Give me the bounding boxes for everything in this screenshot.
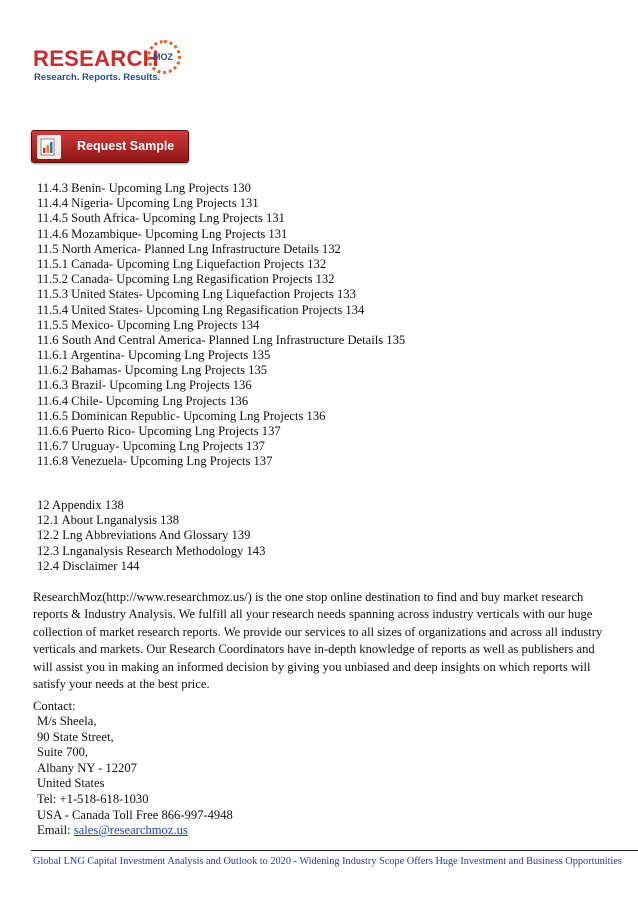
toc-item: 11.4.4 Nigeria- Upcoming Lng Projects 131 <box>37 196 259 211</box>
toc-item: 11.6.5 Dominican Republic- Upcoming Lng Projects 136 <box>37 408 326 423</box>
toc-item: 11.6 South And Central America- Planned Lng Infrastructure Details 135 <box>37 332 406 347</box>
footer-divider <box>31 850 638 851</box>
toc-item: 11.4.6 Mozambique- Upcoming Lng Projects 131 <box>37 226 288 241</box>
email-label: Email: <box>37 823 74 838</box>
logo-tagline: Research. Reports. Results. <box>34 72 161 83</box>
toc-item: 11.6.1 Argentina- Upcoming Lng Projects 135 <box>37 348 271 363</box>
toc-item: 11.4.5 South Africa- Upcoming Lng Projects 131 <box>37 211 285 226</box>
contact-line: Albany NY - 12207 <box>37 760 137 775</box>
contact-line: Suite 700, <box>37 745 89 760</box>
toc-list-section-11 <box>37 181 405 470</box>
toc-item: 11.5.3 United States- Upcoming Lng Liquefaction Projects 133 <box>37 287 356 302</box>
contact-block <box>33 698 233 839</box>
contact-line: USA - Canada Toll Free 866-997-4948 <box>37 807 233 822</box>
contact-line: 90 State Street, <box>37 729 114 744</box>
toc-item: 11.6.3 Brazil- Upcoming Lng Projects 136 <box>37 378 252 393</box>
toc-item: 12.2 Lng Abbreviations And Glossary 139 <box>37 528 251 543</box>
researchmoz-logo <box>33 38 203 88</box>
toc-item: 11.6.6 Puerto Rico- Upcoming Lng Projects 137 <box>37 424 281 438</box>
contact-line: Tel: +1-518-618-1030 <box>37 791 149 806</box>
toc-item: 11.5.1 Canada- Upcoming Lng Liquefaction Projects 132 <box>37 256 327 271</box>
document-chart-icon <box>37 135 61 159</box>
toc-item: 11.6.8 Venezuela- Upcoming Lng Projects 137 <box>37 454 273 469</box>
toc-item: 12.4 Disclaimer 144 <box>37 558 140 573</box>
email-link[interactable]: sales@researchmoz.us <box>73 823 188 838</box>
request-sample-button[interactable] <box>31 130 189 163</box>
toc-item: 11.5.5 Mexico- Upcoming Lng Projects 134 <box>37 317 260 332</box>
toc-item: 11.6.2 Bahamas- Upcoming Lng Projects 135 <box>37 363 268 378</box>
contact-lines <box>33 714 233 823</box>
toc-item: 11.5.2 Canada- Upcoming Lng Regasification Projects 132 <box>37 272 335 287</box>
toc-item: 11.6.4 Chile- Upcoming Lng Projects 136 <box>37 393 249 408</box>
logo-wordmark: RESEARCH <box>33 46 159 71</box>
about-paragraph: ResearchMoz(http://www.researchmoz.us/) is the one stop online destination to find and buy market research reports & Industry Analysis. We fulfill all your research needs spanning across industry verticals with our huge collection of market research reports. We provide our services to all sizes of organizations and across all industry verticals and markets. Our Research Coordinators have in-depth knowledge of reports as well as publishers and will assist you in making an informed decision by giving you unbiased and deep insights on which reports will satisfy your needs at the best price. <box>33 590 603 692</box>
logo-badge: MOZ <box>153 52 173 62</box>
toc-item: 12.3 Lnganalysis Research Methodology 143 <box>37 543 266 558</box>
toc-item: 11.5.4 United States- Upcoming Lng Regasification Projects 134 <box>37 302 365 317</box>
contact-heading: Contact: <box>33 699 76 713</box>
footer-title: Global LNG Capital Investment Analysis and Outlook to 2020 - Widening Industry Scope Offers Huge Investment and Business Opportunities <box>33 856 622 867</box>
contact-line: United States <box>37 776 105 791</box>
contact-line: M/s Sheela, <box>37 714 97 728</box>
request-sample-label: Request Sample <box>77 139 175 153</box>
toc-item: 12 Appendix 138 <box>37 498 124 512</box>
toc-item: 11.5 North America- Planned Lng Infrastructure Details 132 <box>37 241 341 256</box>
toc-item: 11.6.7 Uruguay- Upcoming Lng Projects 137 <box>37 439 265 454</box>
toc-item: 12.1 About Lnganalysis 138 <box>37 513 180 528</box>
toc-list-section-12 <box>37 498 265 574</box>
toc-item: 11.4.3 Benin- Upcoming Lng Projects 130 <box>37 181 251 195</box>
contact-email-line <box>37 823 233 839</box>
